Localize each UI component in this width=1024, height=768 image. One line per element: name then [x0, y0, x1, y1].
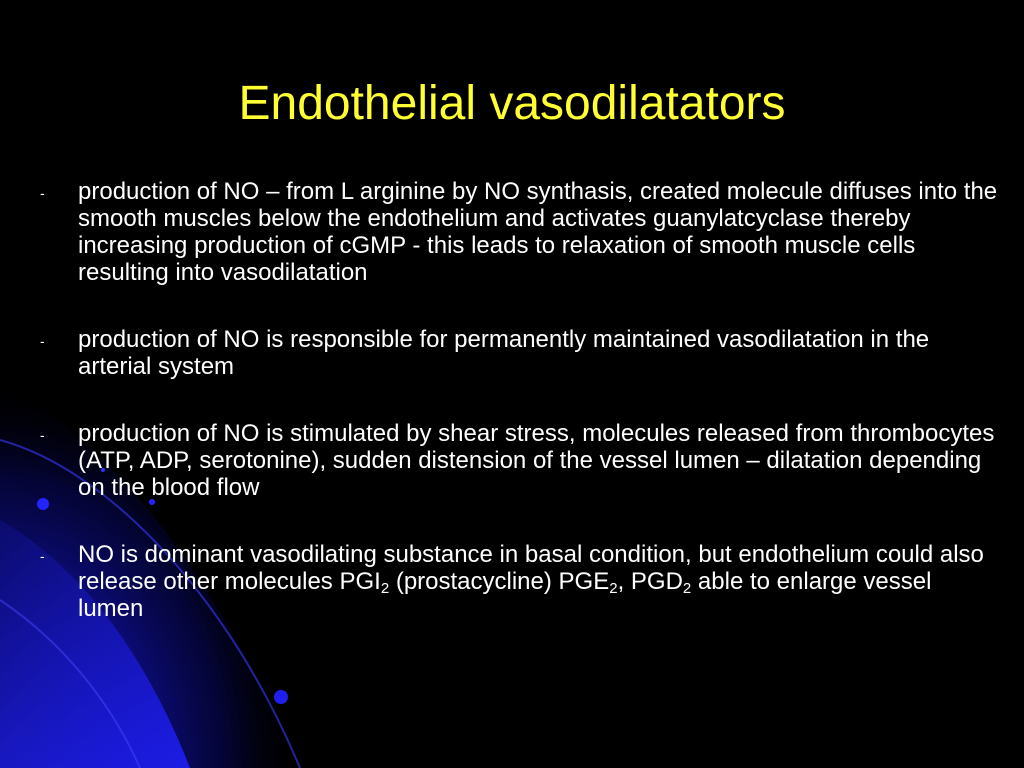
bullet-text: production of NO is stimulated by shear stress, molecules released from thrombocytes (ATP, ADP, serotonine), sudden distension of the vessel lumen – dilatation depending on the blood flow — [78, 420, 995, 501]
subscript: 2 — [380, 580, 390, 597]
bullet-text-part: (prostacycline) PGE — [389, 568, 610, 595]
bullet-marker: - — [40, 548, 45, 564]
bullet-marker: - — [40, 185, 45, 201]
bullet-item — [40, 541, 1000, 622]
bullet-marker: - — [40, 333, 45, 349]
bullet-item — [40, 420, 1000, 501]
bullet-list — [40, 178, 1000, 622]
slide-title: Endothelial vasodilatators — [238, 77, 786, 130]
bullet-text: production of NO – from L arginine by NO synthasis, created molecule diffuses into the smooth muscles below the endothelium and activates guanylatcyclase thereby increasing production of cGMP - this leads to relaxation of smooth muscle cells resulting into vasodilatation — [78, 178, 998, 286]
subscript: 2 — [609, 580, 618, 597]
subscript: 2 — [682, 580, 692, 597]
bullet-item — [40, 178, 1000, 286]
bullet-text-part: NO is dominant vasodilating substance in basal condition, but endothelium could also release other molecules PGI — [78, 541, 984, 595]
bullet-text: production of NO is responsible for permanently maintained vasodilatation in the arterial system — [78, 326, 930, 380]
bullet-item — [40, 326, 1000, 380]
bullet-text — [78, 541, 984, 622]
bullet-text-part: , PGD — [617, 568, 683, 595]
dot — [274, 690, 288, 704]
bullet-marker: - — [40, 427, 45, 443]
bullet-text-part: able to enlarge vessel lumen — [78, 568, 932, 622]
